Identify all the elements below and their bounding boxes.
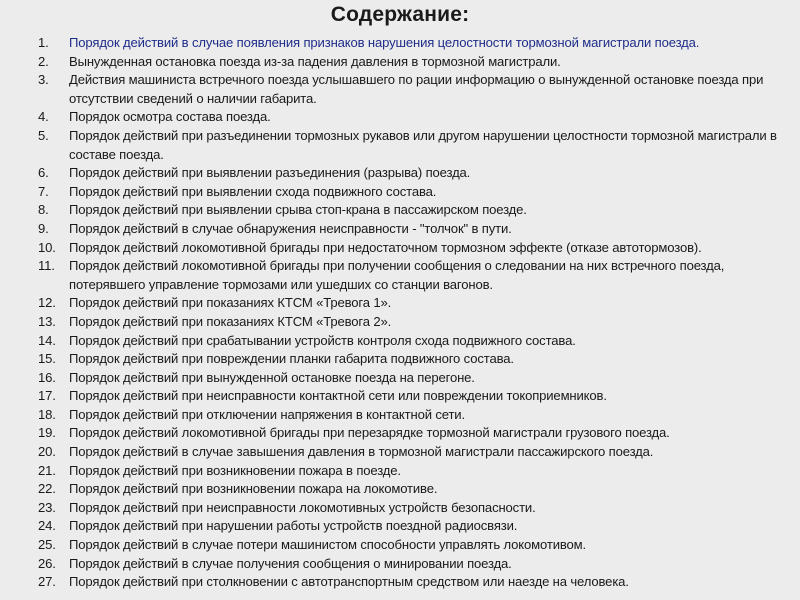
toc-item-text: Порядок действий при вынужденной остановке поезда на перегоне. (69, 369, 475, 385)
toc-item-text: Порядок действий локомотивной бригады при перезарядке тормозной магистрали грузового поезда. (69, 425, 670, 441)
toc-item (0, 313, 800, 332)
toc-item-number: 17. (38, 388, 56, 404)
toc-item-number: 21. (38, 462, 56, 478)
toc-item-number: 27. (38, 574, 56, 590)
toc-item-text: Порядок действий при возникновении пожара в поезде. (69, 462, 401, 478)
toc-item-number: 8. (38, 202, 49, 218)
toc-item-text: Порядок действий локомотивной бригады при получении сообщения о следовании на них встречного поезда, потерявшего управление тормозами или ушедших со станции вагонов. (69, 258, 725, 292)
toc-item-number: 15. (38, 351, 56, 367)
toc-item-number: 23. (38, 499, 56, 515)
toc-item-number: 4. (38, 109, 49, 125)
toc-item-number: 7. (38, 183, 49, 199)
toc-item-number: 25. (38, 537, 56, 553)
toc-item-number: 9. (38, 220, 49, 236)
toc-item-text: Порядок действий в случае завышения давления в тормозной магистрали пассажирского поезда. (69, 444, 654, 460)
toc-item (0, 294, 800, 313)
toc-item-number: 26. (38, 555, 56, 571)
toc-item-text: Порядок действий при повреждении планки габарита подвижного состава. (69, 351, 514, 367)
toc-item (0, 183, 800, 202)
toc-item-number: 14. (38, 332, 56, 348)
toc-item (0, 127, 800, 164)
toc-item-number: 12. (38, 295, 56, 311)
toc-item-text: Порядок действий в случае обнаружения неисправности - "толчок" в пути. (69, 220, 512, 236)
toc-item (0, 573, 800, 592)
toc-item-text: Порядок действий при разъединении тормозных рукавов или другом нарушении целостности тормозной магистрали в составе поезда. (69, 127, 777, 162)
toc-item (0, 164, 800, 183)
toc-item-number: 11. (38, 258, 55, 274)
toc-item-number: 13. (38, 313, 56, 329)
toc-item-text: Порядок действий при срабатывании устройств контроля схода подвижного состава. (69, 332, 576, 348)
toc-item (0, 220, 800, 239)
toc-item-text: Порядок действий при столкновении с автотранспортным средством или наезде на человека. (69, 574, 629, 590)
toc-item-number: 2. (38, 53, 49, 69)
toc-item-text: Вынужденная остановка поезда из-за падения давления в тормозной магистрали. (69, 53, 561, 69)
toc-item (0, 350, 800, 369)
toc-item (0, 257, 800, 294)
toc-item (0, 201, 800, 220)
toc-item-text: Порядок действий при показаниях КТСМ «Тревога 2». (69, 313, 392, 329)
toc-item-text: Порядок осмотра состава поезда. (69, 109, 271, 125)
toc-item-number: 18. (38, 406, 56, 422)
toc-item-number: 19. (38, 425, 56, 441)
toc-item (0, 499, 800, 518)
toc-item-text: Порядок действий при выявлении разъединения (разрыва) поезда. (69, 165, 471, 181)
toc-item-text: Порядок действий в случае появления признаков нарушения целостности тормозной магистрали поезда. (69, 35, 700, 50)
toc-item-number: 16. (38, 369, 56, 385)
toc-item-text: Порядок действий в случае получения сообщения о минировании поезда. (69, 555, 512, 571)
toc-item (0, 369, 800, 388)
toc-item-text: Порядок действий при выявлении срыва стоп-крана в пассажирском поезде. (69, 202, 527, 218)
toc-item (0, 443, 800, 462)
page-title: Содержание: (330, 3, 470, 26)
toc-item-text: Порядок действий при неисправности локомотивных устройств безопасности. (69, 499, 536, 515)
toc-item-text: Порядок действий локомотивной бригады при недостаточном тормозном эффекте (отказе автотормозов). (69, 239, 702, 255)
toc-item (0, 387, 800, 406)
toc-item (0, 108, 800, 127)
toc-item (0, 71, 800, 108)
toc-item-text: Порядок действий при возникновении пожара на локомотиве. (69, 481, 438, 497)
toc-item (0, 239, 800, 258)
toc-item (0, 53, 800, 72)
toc-item (0, 462, 800, 481)
toc-item-number: 6. (38, 165, 49, 181)
toc-item (0, 424, 800, 443)
toc-item-text: Действия машиниста встречного поезда услышавшего по рации информацию о вынужденной остановке поезда при отсутствии сведений о наличии габарита. (69, 72, 764, 106)
toc-item-text: Порядок действий при показаниях КТСМ «Тревога 1». (69, 295, 392, 311)
toc-item-number: 1. (38, 35, 49, 50)
toc-item-text: Порядок действий при выявлении схода подвижного состава. (69, 183, 437, 199)
toc-item-number: 20. (38, 444, 56, 460)
toc-item (0, 406, 800, 425)
toc-item-number: 22. (38, 481, 56, 497)
toc-item (0, 555, 800, 574)
toc-item-text: Порядок действий при неисправности контактной сети или повреждении токоприемников. (69, 388, 607, 404)
toc-item-text: Порядок действий при отключении напряжения в контактной сети. (69, 406, 465, 422)
toc-item (0, 332, 800, 351)
table-of-contents (0, 34, 800, 592)
toc-item-number: 3. (38, 72, 49, 88)
toc-item-number: 24. (38, 518, 56, 534)
toc-item-number: 10. (38, 239, 56, 255)
toc-item (0, 536, 800, 555)
toc-item-number: 5. (38, 127, 49, 143)
toc-item-text: Порядок действий в случае потери машинистом способности управлять локомотивом. (69, 537, 586, 553)
toc-item (0, 34, 800, 53)
toc-item-text: Порядок действий при нарушении работы устройств поездной радиосвязи. (69, 518, 518, 534)
toc-item (0, 517, 800, 536)
toc-item (0, 480, 800, 499)
